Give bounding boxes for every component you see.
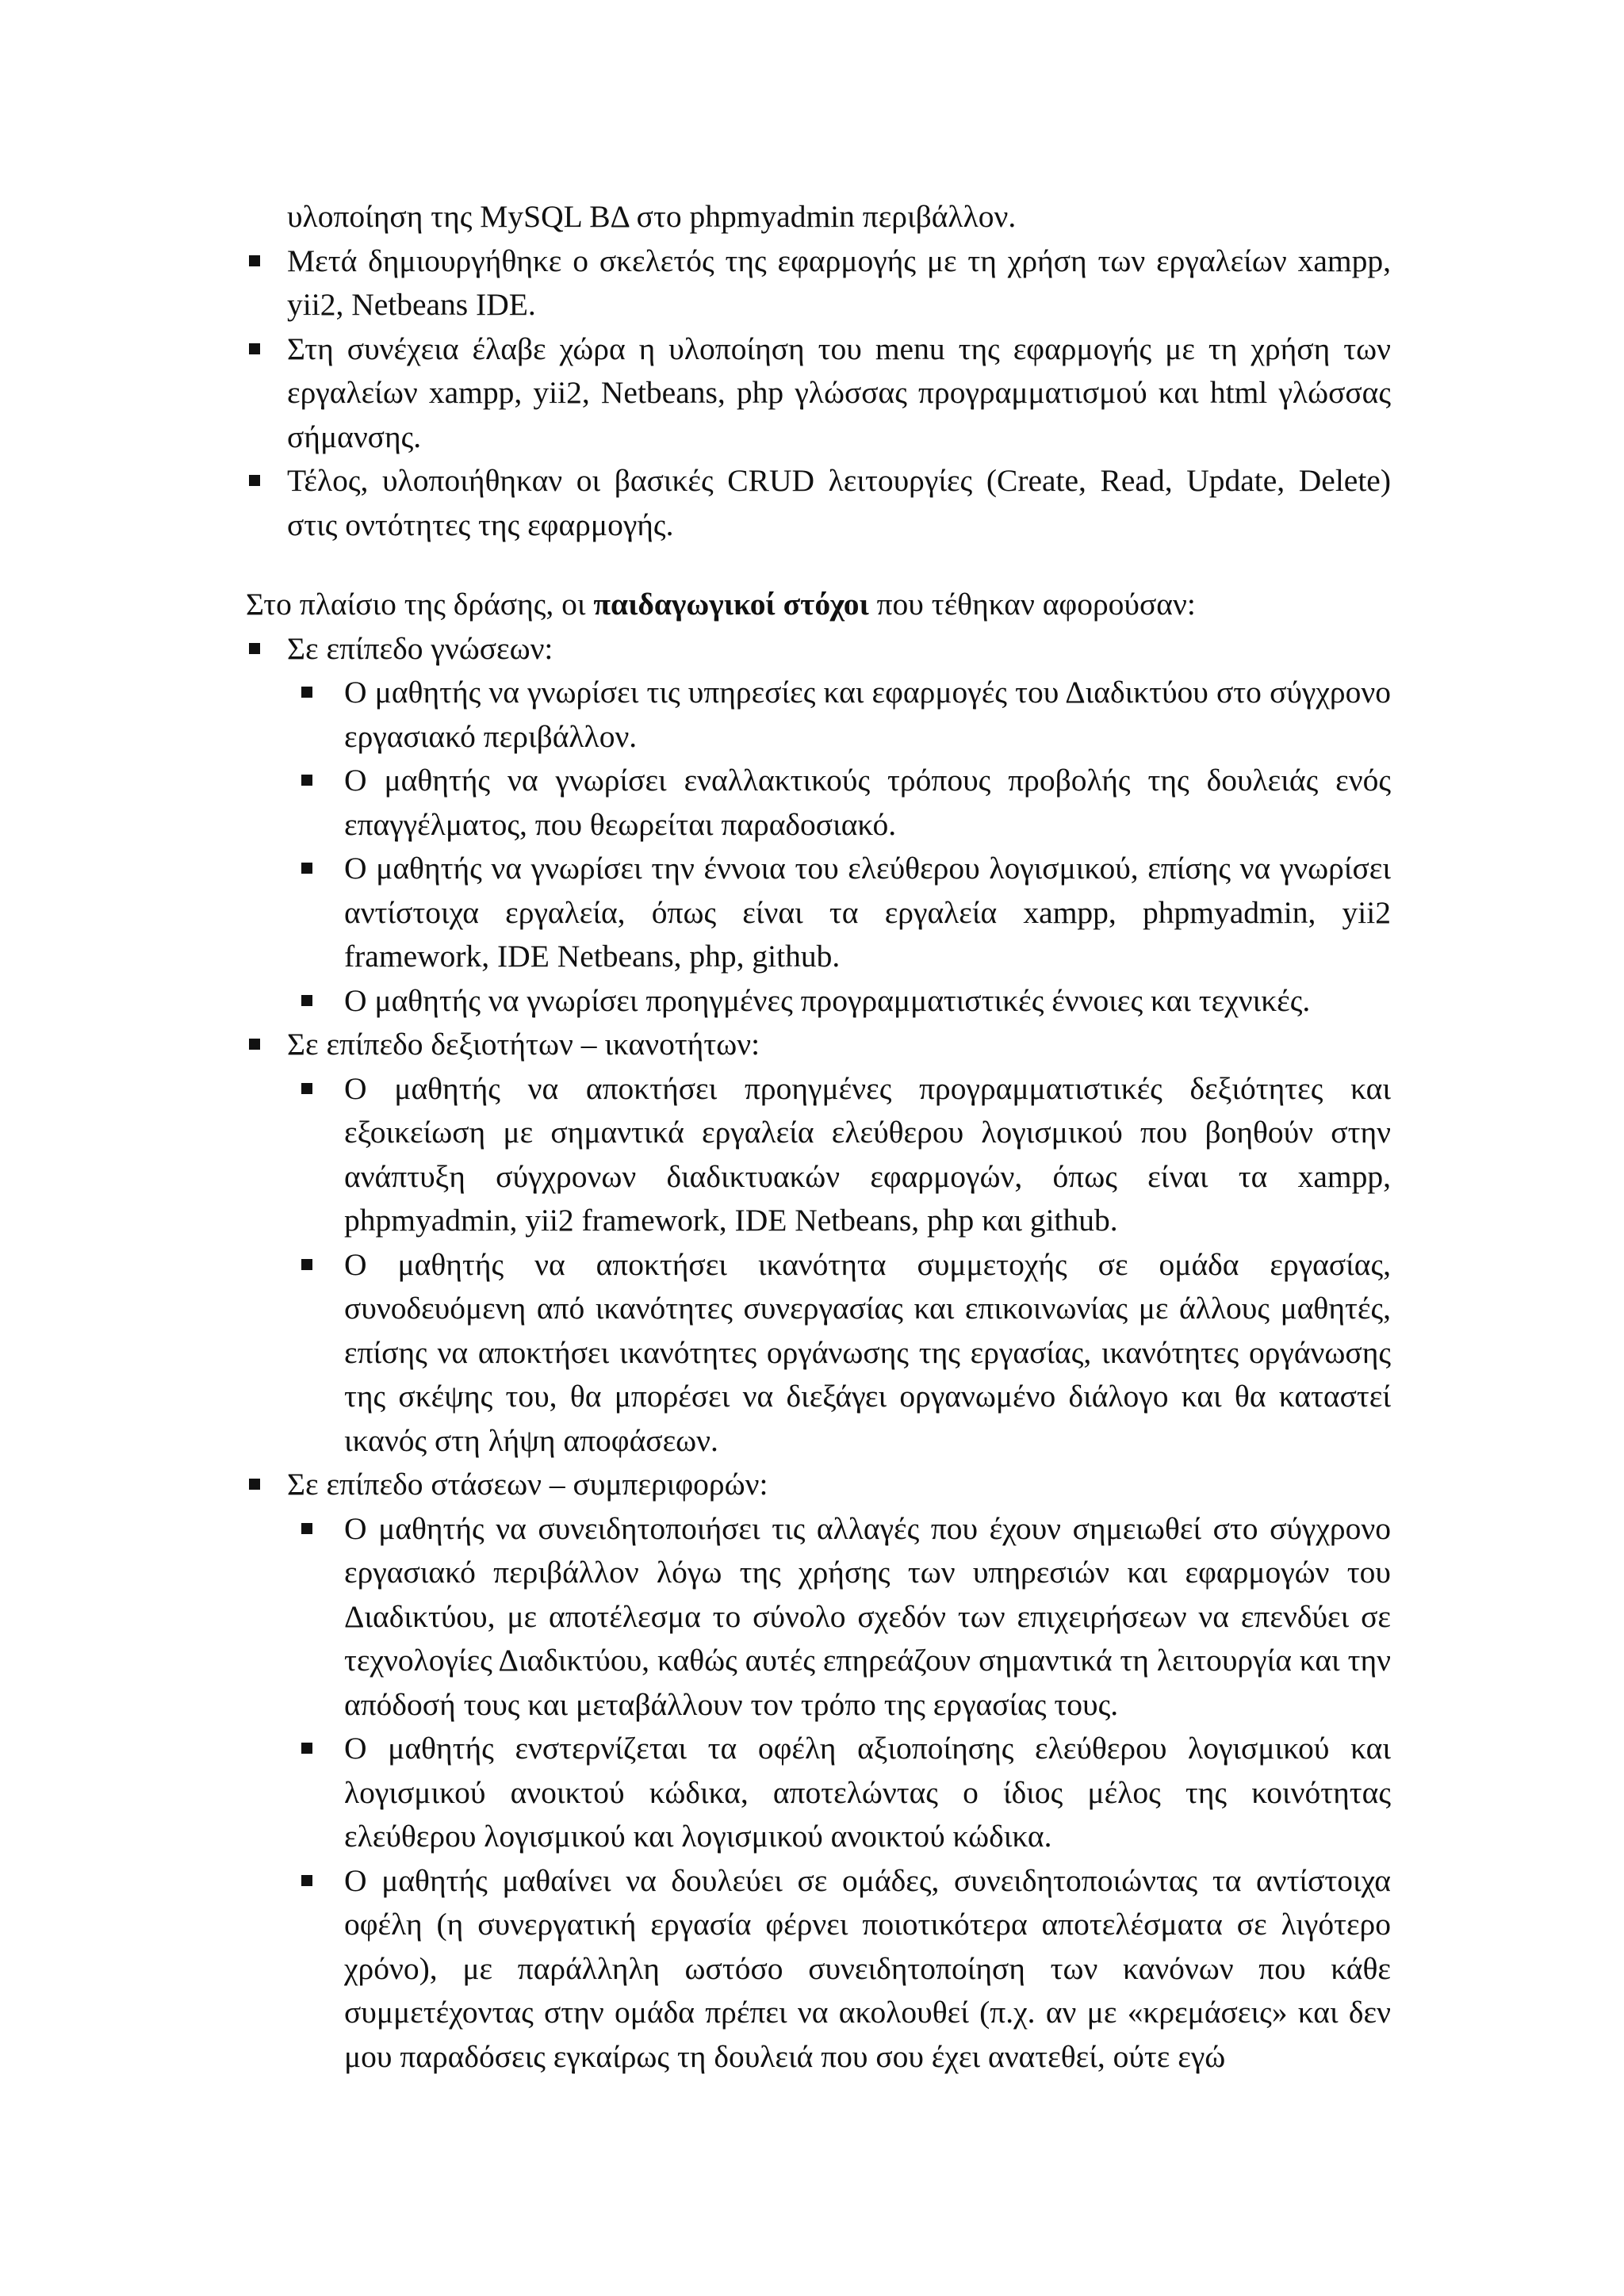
square-bullet-icon [249,1039,260,1050]
square-bullet-icon [301,863,312,874]
sub-list-item [246,759,1391,847]
intro-paragraph [246,583,1391,627]
group-heading-knowledge [246,627,1391,672]
continuation-line: υλοποίηση της MySQL ΒΔ στο phpmyadmin περιβάλλον. [287,199,1017,234]
square-bullet-icon [249,343,260,354]
group-heading-skills [246,1023,1391,1067]
sub-list-item-text: Ο μαθητής να αποκτήσει ικανότητα συμμετοχής σε ομάδα εργασίας, συνοδευόμενη από ικανότητες συνεργασίας και επικοινωνίας με άλλους μαθητές, επίσης να αποκτήσει ικανότητες οργάνωσης της εργασίας, ικανότητες οργάνωσης της σκέψης του, θα μπορέσει να διεξάγει οργανωμένο διάλογο και θα καταστεί ικανός στη λήψη αποφάσεων. [344,1246,1391,1458]
group-title: Σε επίπεδο δεξιοτήτων – ικανοτήτων: [287,1027,760,1062]
sub-list-item-text: Ο μαθητής μαθαίνει να δουλεύει σε ομάδες, συνειδητοποιώντας τα αντίστοιχα οφέλη (η συνεργατική εργασία φέρνει ποιοτικότερα αποτελέσματα σε λιγότερο χρόνο), με παράλληλη ωστόσο συνειδητοποίηση των κανόνων που κάθε συμμετέχοντας στην ομάδα πρέπει να ακολουθεί (π.χ. αν με «κρεμάσεις» και δεν μου παραδόσεις εγκαίρως τη δουλειά που σου έχει ανατεθεί, ούτε εγώ [344,1862,1391,2074]
paragraph-gap [246,547,1391,583]
square-bullet-icon [249,475,260,486]
sub-list-item [246,1507,1391,1728]
square-bullet-icon [249,255,260,266]
group-title: Σε επίπεδο στάσεων – συμπεριφορών: [287,1467,768,1502]
group-heading-attitudes [246,1463,1391,1507]
sub-list-item-text: Ο μαθητής να αποκτήσει προηγμένες προγραμματιστικές δεξιότητες και εξοικείωση με σημαντικά εργαλεία ελεύθερου λογισμικού που βοηθούν στην ανάπτυξη σύγχρονων διαδικτυακών εφαρμογών, όπως είναι τα xampp, phpmyadmin, yii2 framework, IDE Netbeans, php και github. [344,1070,1391,1238]
square-bullet-icon [301,775,312,786]
sub-list-item-text: Ο μαθητής ενστερνίζεται τα οφέλη αξιοποίησης ελεύθερου λογισμικού και λογισμικού ανοικτού κώδικα, αποτελώντας ο ίδιος μέλος της κοινότητας ελεύθερου λογισμικού και λογισμικού ανοικτού κώδικα. [344,1731,1391,1854]
sub-list-item [246,847,1391,979]
square-bullet-icon [301,687,312,698]
list-item-text: Τέλος, υλοποιήθηκαν οι βασικές CRUD λειτουργίες (Create, Read, Update, Delete) στις οντότητες της εφαρμογής. [287,463,1391,542]
document-page [246,195,1391,2079]
square-bullet-icon [249,1479,260,1490]
square-bullet-icon [301,1875,312,1886]
intro-text-before: Στο πλαίσιο της δράσης, οι [246,587,594,622]
sub-list-item [246,1859,1391,2080]
sub-list-item [246,671,1391,759]
sub-list-item-text: Ο μαθητής να γνωρίσει εναλλακτικούς τρόπους προβολής της δουλειάς ενός επαγγέλματος, που θεωρείται παραδοσιακό. [344,763,1391,842]
sub-list-item [246,1243,1391,1464]
group-title: Σε επίπεδο γνώσεων: [287,630,553,666]
sub-list-item-text: Ο μαθητής να γνωρίσει την έννοια του ελεύθερου λογισμικού, επίσης να γνωρίσει αντίστοιχα εργαλεία, όπως είναι τα εργαλεία xampp, phpmyadmin, yii2 framework, IDE Netbeans, php, github. [344,851,1391,974]
square-bullet-icon [301,1743,312,1754]
list-item [246,327,1391,460]
sub-list-item-text: Ο μαθητής να γνωρίσει προηγμένες προγραμματιστικές έννοιες και τεχνικές. [344,982,1311,1018]
list-item-text: Μετά δημιουργήθηκε ο σκελετός της εφαρμογής με τη χρήση των εργαλείων xampp, yii2, Netbeans IDE. [287,243,1391,322]
sub-list-item [246,979,1391,1024]
list-item [246,239,1391,327]
square-bullet-icon [301,1259,312,1270]
square-bullet-icon [301,995,312,1006]
sub-list-item [246,1727,1391,1859]
list-item-text: Στη συνέχεια έλαβε χώρα η υλοποίηση του menu της εφαρμογής με τη χρήση των εργαλείων xampp, yii2, Netbeans, php γλώσσας προγραμματισμού και html γλώσσας σήμανσης. [287,331,1391,454]
sub-list-item-text: Ο μαθητής να γνωρίσει τις υπηρεσίες και εφαρμογές του Διαδικτύου στο σύγχρονο εργασιακό περιβάλλον. [344,675,1391,754]
square-bullet-icon [301,1523,312,1534]
intro-text-after: που τέθηκαν αφορούσαν: [868,587,1196,622]
square-bullet-icon [249,643,260,654]
intro-bold-text: παιδαγωγικοί στόχοι [593,587,869,622]
list-item [246,459,1391,547]
sub-list-item-text: Ο μαθητής να συνειδητοποιήσει τις αλλαγές που έχουν σημειωθεί στο σύγχρονο εργασιακό περιβάλλον λόγω της χρήσης των υπηρεσιών και εφαρμογών του Διαδικτύου, με αποτέλεσμα το σύνολο σχεδόν των επιχειρήσεων να επενδύει σε τεχνολογίες Διαδικτύου, καθώς αυτές επηρεάζουν σημαντικά τη λειτουργία και την απόδοσή τους και μεταβάλλουν τον τρόπο της εργασίας τους. [344,1510,1391,1722]
square-bullet-icon [301,1083,312,1094]
sub-list-item [246,1067,1391,1243]
